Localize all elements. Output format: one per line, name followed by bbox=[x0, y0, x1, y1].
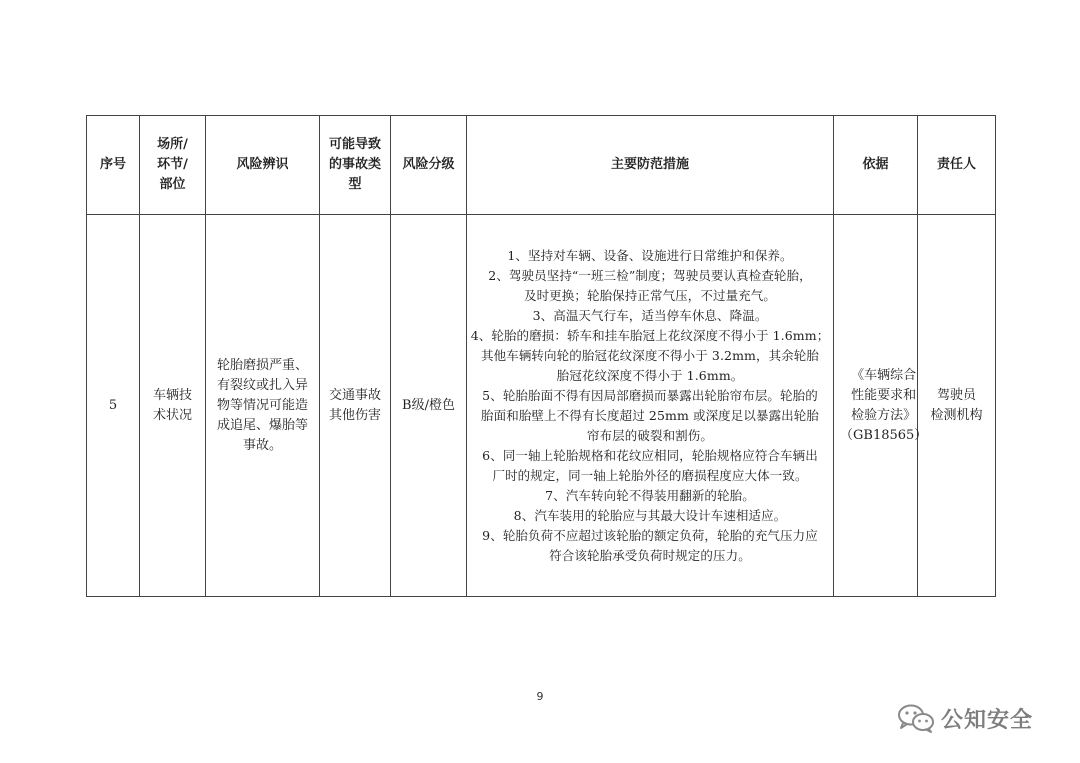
table-row bbox=[87, 215, 996, 597]
measure-item: 2、驾驶员坚持“一班三检”制度；驾驶员要认真检查轮胎， 及时更换；轮胎保持正常气压，不过量充气。 bbox=[488, 267, 812, 303]
risk-table bbox=[86, 115, 996, 597]
header-measures: 主要防范措施 bbox=[467, 116, 834, 215]
measure-item: 8、汽车装用的轮胎应与其最大设计车速相适应。 bbox=[513, 507, 787, 523]
measure-item: 6、同一轴上轮胎规格和花纹应相同，轮胎规格应符合车辆出 厂时的规定，同一轴上轮胎外径的磨损程度应大体一致。 bbox=[482, 447, 818, 483]
cell-basis: 《车辆综合 性能要求和 检验方法》 （GB18565） bbox=[834, 215, 918, 597]
cell-responsible: 驾驶员 检测机构 bbox=[918, 215, 996, 597]
cell-risk-level: B级/橙色 bbox=[391, 215, 467, 597]
cell-accident-type: 交通事故 其他伤害 bbox=[320, 215, 391, 597]
measure-item: 5、轮胎胎面不得有因局部磨损而暴露出轮胎帘布层。轮胎的 胎面和胎壁上不得有长度超过 25mm 或深度足以暴露出轮胎 帘布层的破裂和割伤。 bbox=[481, 387, 819, 443]
header-risk: 风险辨识 bbox=[206, 116, 320, 215]
cell-location: 车辆技 术状况 bbox=[140, 215, 206, 597]
header-basis: 依据 bbox=[834, 116, 918, 215]
header-risk-level: 风险分级 bbox=[391, 116, 467, 215]
cell-measures bbox=[467, 215, 834, 597]
measure-item: 3、高温天气行车，适当停车休息、降温。 bbox=[532, 307, 768, 323]
header-location: 场所/ 环节/ 部位 bbox=[140, 116, 206, 215]
header-responsible: 责任人 bbox=[918, 116, 996, 215]
measure-item: 9、轮胎负荷不应超过该轮胎的额定负荷，轮胎的充气压力应 符合该轮胎承受负荷时规定的压力。 bbox=[482, 527, 818, 563]
header-index: 序号 bbox=[87, 116, 140, 215]
measure-item: 1、坚持对车辆、设备、设施进行日常维护和保养。 bbox=[507, 247, 793, 263]
cell-risk: 轮胎磨损严重、 有裂纹或扎入异 物等情况可能造 成追尾、爆胎等 事故。 bbox=[206, 215, 320, 597]
table-header-row bbox=[87, 116, 996, 215]
wechat-icon bbox=[897, 703, 935, 733]
page-number: 9 bbox=[536, 690, 544, 703]
watermark bbox=[897, 700, 1033, 736]
measure-item: 7、汽车转向轮不得装用翻新的轮胎。 bbox=[545, 487, 755, 503]
measure-item: 4、轮胎的磨损：轿车和挂车胎冠上花纹深度不得小于 1.6mm； 其他车辆转向轮的胎冠花纹深度不得小于 3.2mm，其余轮胎 胎冠花纹深度不得小于 1.6mm。 bbox=[470, 327, 830, 383]
cell-index: 5 bbox=[87, 215, 140, 597]
header-accident-type: 可能导致 的事故类 型 bbox=[320, 116, 391, 215]
watermark-text: 公知安全 bbox=[941, 707, 1034, 733]
